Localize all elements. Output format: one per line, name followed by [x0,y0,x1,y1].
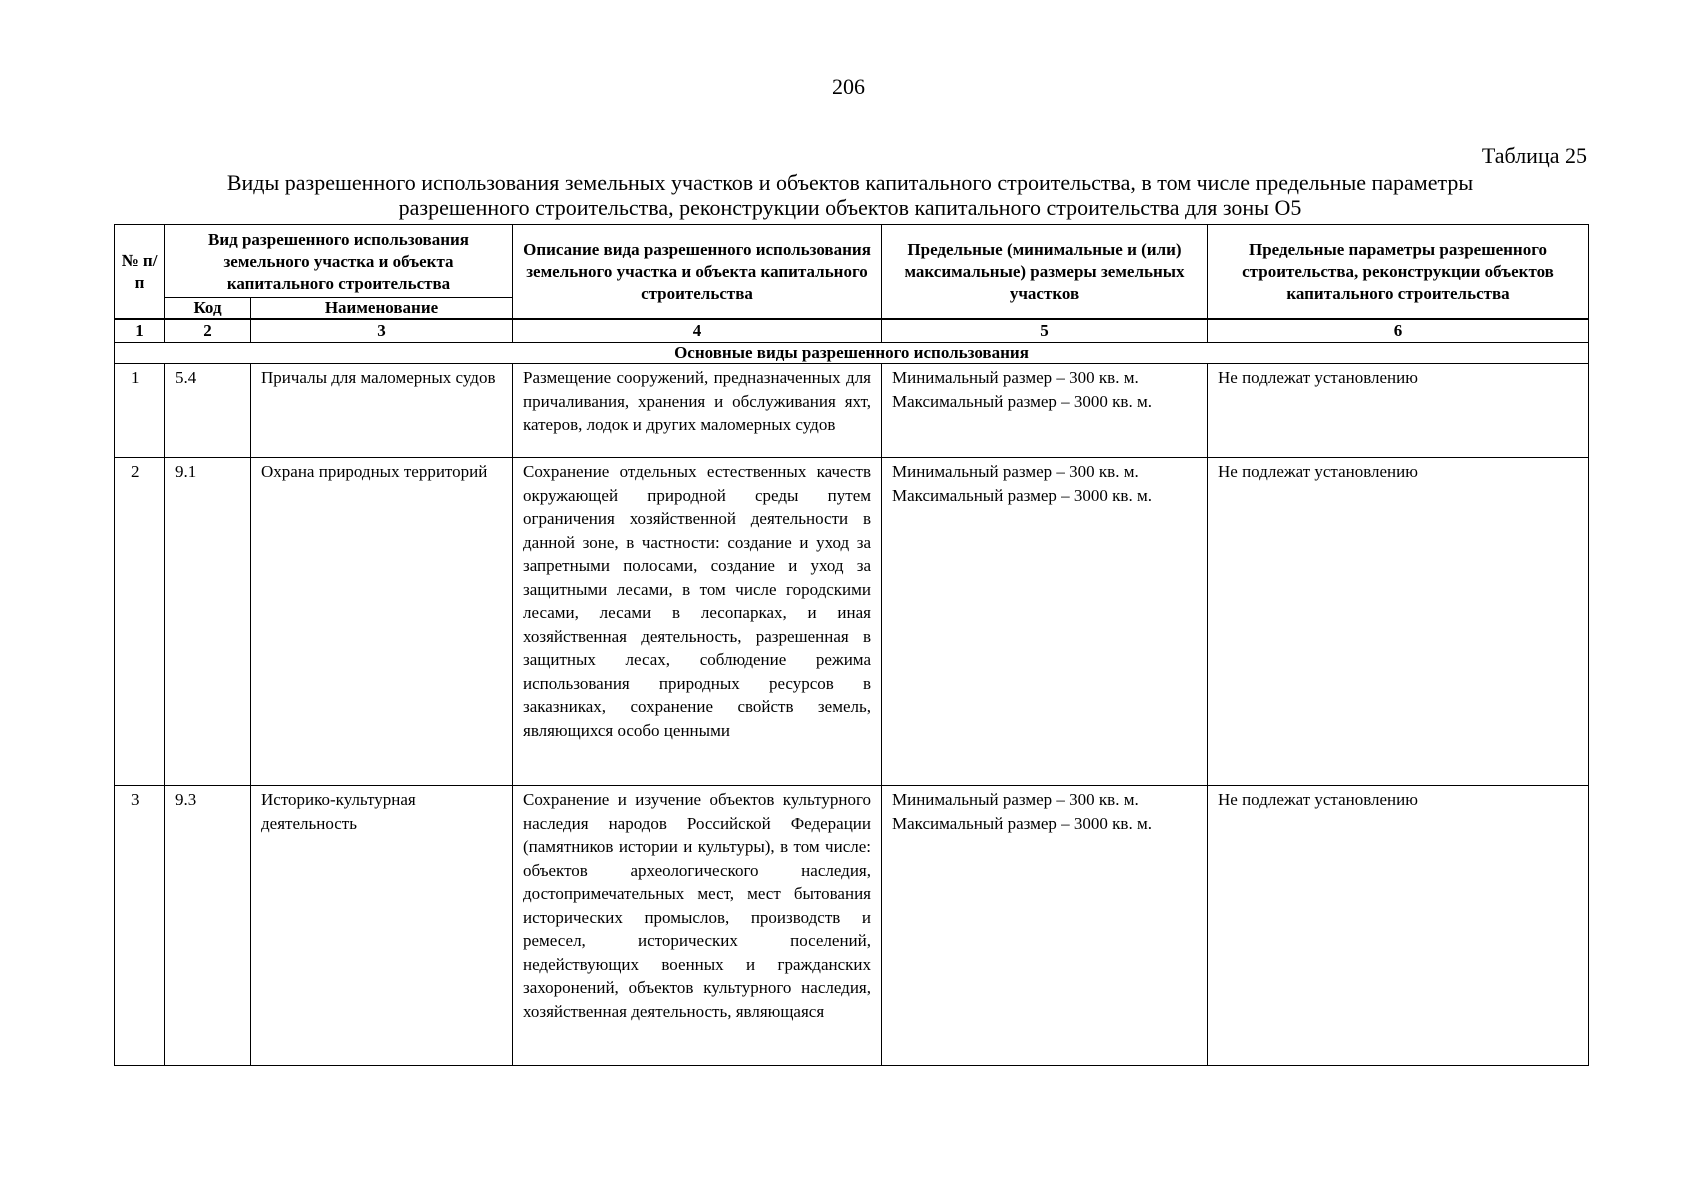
size-max: Максимальный размер – 3000 кв. м. [892,485,1152,505]
row-number: 3 [115,786,165,1066]
size-min: Минимальный размер – 300 кв. м. [892,790,1139,809]
section-title: Основные виды разрешенного использования [115,343,1589,364]
table-label: Таблица 25 [1481,143,1587,168]
column-numbers-row [115,319,1589,343]
row-code: 5.4 [165,364,251,458]
row-name: Историко-культурная деятельность [251,786,513,1066]
header-name: Наименование [251,298,513,320]
column-number: 5 [882,319,1208,343]
table-title-line-1: Виды разрешенного использования земельных участков и объектов капитального строительства, в том числе предельные параметры [226,170,1474,195]
row-number: 1 [115,364,165,458]
table-row [115,364,1589,458]
header-desc: Описание вида разрешенного использования земельного участка и объекта капитального строительства [513,225,882,320]
row-sizes [882,786,1208,1066]
row-sizes [882,364,1208,458]
page-number: 206 [832,74,865,99]
row-params: Не подлежат установлению [1208,458,1589,786]
table-row [115,458,1589,786]
column-number: 3 [251,319,513,343]
header-params: Предельные параметры разрешенного строительства, реконструкции объектов капитального строительства [1208,225,1589,320]
row-code: 9.1 [165,458,251,786]
row-description: Сохранение и изучение объектов культурного наследия народов Российской Федерации (памятников истории и культуры), в том числе: объектов археологического наследия, достопримечательных мест, мест бытования исторических промыслов, производств и ремесел, исторических поселений, недействующих военных и гражданских захоронений, объектов культурного наследия, хозяйственная деятельность, являющаяся [513,786,882,1066]
size-min: Минимальный размер – 300 кв. м. [892,462,1139,481]
header-row-1 [115,225,1589,298]
header-vid: Вид разрешенного использования земельного участка и объекта капитального строительства [165,225,513,298]
row-description: Сохранение отдельных естественных качеств окружающей природной среды путем ограничения хозяйственной деятельности в данной зоне, в частности: создание и уход за запретными полосами, создание и уход за защитными лесами, в том числе городскими лесами, лесами в лесопарках, и иная хозяйственная деятельность, разрешенная в защитных лесах, соблюдение режима использования природных ресурсов в заказниках, сохранение свойств земель, являющихся особо ценными [513,458,882,786]
table-row [115,786,1589,1066]
row-sizes [882,458,1208,786]
table-title-line-2: разрешенного строительства, реконструкции объектов капитального строительства для зоны О5 [398,195,1302,220]
row-code: 9.3 [165,786,251,1066]
header-sizes: Предельные (минимальные и (или) максимальные) размеры земельных участков [882,225,1208,320]
header-num: № п/п [115,225,165,320]
size-min: Минимальный размер – 300 кв. м. [892,368,1139,387]
row-name: Охрана природных территорий [251,458,513,786]
table-title [150,170,1550,220]
section-row [115,343,1589,364]
row-params: Не подлежат установлению [1208,786,1589,1066]
row-description: Размещение сооружений, предназначенных для причаливания, хранения и обслуживания яхт, катеров, лодок и других маломерных судов [513,364,882,458]
size-max: Максимальный размер – 3000 кв. м. [892,391,1152,411]
column-number: 1 [115,319,165,343]
size-max: Максимальный размер – 3000 кв. м. [892,813,1152,833]
row-name: Причалы для маломерных судов [251,364,513,458]
column-number: 6 [1208,319,1589,343]
row-params: Не подлежат установлению [1208,364,1589,458]
zoning-table [114,224,1589,1066]
row-number: 2 [115,458,165,786]
header-code: Код [165,298,251,320]
column-number: 2 [165,319,251,343]
column-number: 4 [513,319,882,343]
